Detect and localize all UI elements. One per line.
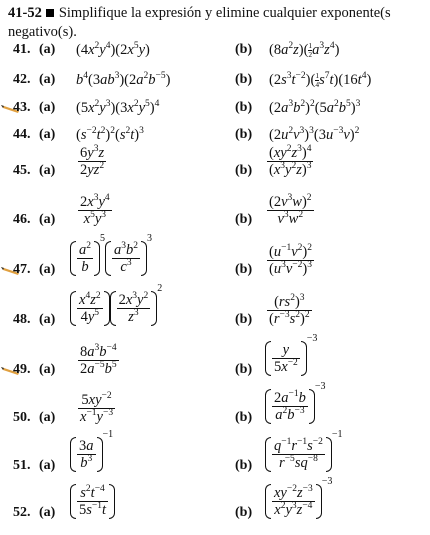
part-b-label: (b) [235, 458, 253, 473]
problem-number: 42. [13, 72, 31, 87]
p48b-expr: $\frac{(rs^2)^3}{(r^{-3}s^2)^2}$ [269, 293, 310, 327]
p45b-expr: $\frac{(xy^2z^3)^4}{(x^3y^2z)^3}$ [269, 144, 312, 178]
p49a-expr: $\frac{8a^3b^{-4}}{2a^{-5}b^5}$ [80, 343, 117, 377]
part-b-label: (b) [235, 362, 253, 377]
p44b-expr: $(2u^2v^3)^3(3u^{-3}v)^2$ [269, 126, 360, 143]
part-a-label: (a) [39, 212, 56, 227]
p43b-expr: $(2a^3b^2)^2(5a^2b^5)^3$ [269, 99, 361, 116]
part-a-label: (a) [39, 262, 56, 277]
p51b-expr: $\frac{q^{-1}r^{-1}s^{-2}}{r^{-5}sq^{-8}}$ −1 [265, 438, 343, 471]
p41b-expr: $(8a^2z)$( $\frac{1}{2}$ $a^3z^4$) [269, 41, 340, 60]
p52a-expr: $\frac{s^2t^{-4}}{5s^{-1}t}$ [70, 485, 115, 518]
p47a-expr: $\frac{a^2}{b}$ 5 $\frac{a^3b^2}{c^3}$ 3 [70, 242, 152, 275]
p41a-expr: $(4x^2y^4)(2x^5y)$ [76, 41, 150, 58]
p47b-expr: $\frac{(u^{-1}v^2)^2}{(u^3v^{-2})^3}$ [269, 243, 312, 277]
p42a-expr: $b^4(3ab^3)(2a^2b^{-5})$ [76, 71, 171, 88]
p52b-expr: $\frac{xy^{-2}z^{-3}}{x^2y^3z^{-4}}$ −3 [265, 485, 332, 518]
part-b-label: (b) [235, 312, 253, 327]
p45a-expr: $\frac{6y^3z}{2yz^2}$ [80, 144, 105, 178]
problem-number: 51. [13, 458, 31, 473]
problem-number: 52. [13, 505, 31, 520]
part-a-label: (a) [39, 100, 56, 115]
part-a-label: (a) [39, 312, 56, 327]
p46b-expr: $\frac{(2v^3w)^2}{v^3w^2}$ [269, 193, 312, 227]
p49b-expr: $\frac{y}{5x^{-2}}$ −3 [265, 342, 317, 375]
part-b-label: (b) [235, 410, 253, 425]
part-b-label: (b) [235, 163, 253, 178]
p44a-expr: $(s^{-2}t^2)^2(s^2t)^3$ [76, 126, 144, 143]
part-b-label: (b) [235, 42, 253, 57]
problem-number: 41. [13, 42, 31, 57]
p46a-expr: $\frac{2x^3y^4}{x^5y^3}$ [80, 193, 110, 227]
part-a-label: (a) [39, 42, 56, 57]
problem-number: 44. [13, 127, 31, 142]
problem-number: 43. [13, 100, 31, 115]
part-b-label: (b) [235, 100, 253, 115]
instruction-text-cont: negativo(s). [8, 24, 77, 40]
problem-number: 47. [13, 262, 31, 277]
problem-number: 50. [13, 410, 31, 425]
p48a-expr: $\frac{x^4z^2}{4y^5}$ $\frac{2x^3y^2}{z^3}$ 2 [70, 292, 162, 325]
part-a-label: (a) [39, 163, 56, 178]
part-b-label: (b) [235, 262, 253, 277]
exercise-range: 41-52 [8, 5, 42, 21]
part-a-label: (a) [39, 362, 56, 377]
part-a-label: (a) [39, 72, 56, 87]
problem-number: 49. [13, 362, 31, 377]
instruction-text: Simplifique la expresión y elimine cualquier exponente(s [58, 5, 391, 21]
part-a-label: (a) [39, 410, 56, 425]
part-b-label: (b) [235, 72, 253, 87]
p50b-expr: $\frac{2a^{-1}b}{a^2b^{-3}}$ −3 [265, 390, 326, 423]
p51a-expr: $\frac{3a}{b^3}$ −1 [70, 438, 113, 471]
p42b-expr: $(2s^3t^{-2})$( $\frac{1}{4}$ $s^7t)(16t^4)$ [269, 71, 372, 90]
part-b-label: (b) [235, 212, 253, 227]
part-a-label: (a) [39, 127, 56, 142]
square-bullet-icon [46, 9, 54, 17]
problem-number: 46. [13, 212, 31, 227]
part-a-label: (a) [39, 458, 56, 473]
problem-number: 48. [13, 312, 31, 327]
part-a-label: (a) [39, 505, 56, 520]
exercise-header [8, 4, 428, 42]
problem-number: 45. [13, 163, 31, 178]
part-b-label: (b) [235, 127, 253, 142]
p43a-expr: $(5x^2y^3)(3x^2y^5)^4$ [76, 99, 160, 116]
part-b-label: (b) [235, 505, 253, 520]
p50a-expr: $\frac{5xy^{-2}}{x^{-1}y^{-3}}$ [80, 391, 114, 425]
